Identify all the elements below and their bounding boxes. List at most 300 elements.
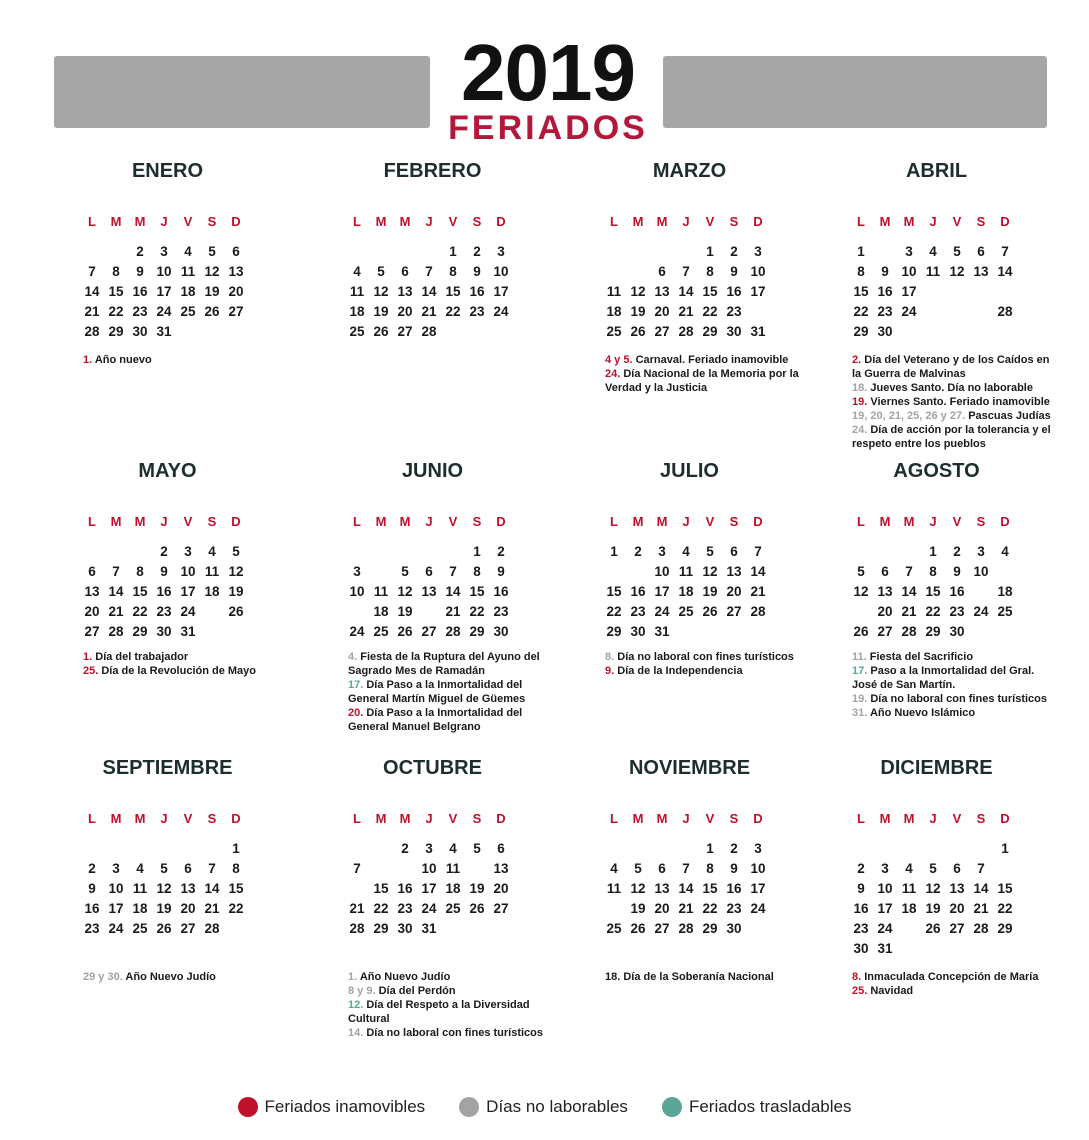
day: 23	[877, 304, 893, 319]
day: 16	[397, 881, 413, 896]
day: 9	[136, 264, 144, 279]
day: 2	[730, 244, 738, 259]
weekday-label: D	[1000, 811, 1010, 826]
day: 27	[228, 304, 244, 319]
day: 9	[730, 264, 738, 279]
day: 15	[132, 584, 148, 599]
day: 26	[469, 901, 485, 916]
day: 24	[493, 304, 509, 319]
header-bar-left	[54, 56, 430, 128]
month-octubre	[345, 752, 544, 1052]
weekday-label: L	[857, 811, 865, 826]
day: 25	[606, 921, 622, 936]
note-date: 31.	[852, 707, 868, 719]
day: 12	[853, 584, 869, 599]
note-date: 18.	[852, 382, 868, 394]
note-text: Año Nuevo Judío	[359, 971, 451, 983]
day: 6	[881, 564, 889, 579]
day: 15	[702, 284, 718, 299]
day: 21	[84, 304, 100, 319]
holiday-note	[348, 706, 553, 734]
day: 14	[445, 584, 461, 599]
holiday-day-teal: 17	[969, 582, 993, 602]
day: 11	[606, 881, 622, 896]
day: 8	[112, 264, 120, 279]
day: 17	[750, 881, 766, 896]
day: 4	[905, 861, 913, 876]
day: 18	[373, 604, 389, 619]
day: 15	[373, 881, 389, 896]
day: 21	[750, 584, 766, 599]
day: 13	[421, 584, 437, 599]
note-date: 1.	[348, 971, 358, 983]
holiday-day-gray: 20	[969, 282, 993, 302]
holiday-day-red: 25	[200, 602, 224, 622]
holiday-day-gray: 19	[849, 602, 873, 622]
day: 9	[160, 564, 168, 579]
holiday-day-gray: 14	[345, 879, 369, 899]
day: 7	[682, 264, 690, 279]
day: 8	[706, 861, 714, 876]
day: 31	[421, 921, 437, 936]
day: 13	[949, 881, 965, 896]
day: 28	[349, 921, 365, 936]
note-date: 19.	[852, 396, 868, 408]
weekday-label: V	[183, 514, 193, 529]
note-text: Día del Respeto a la Diversidad Cultural	[348, 999, 530, 1025]
day: 28	[901, 624, 917, 639]
note-date: 18.	[605, 971, 621, 983]
day: 28	[678, 324, 694, 339]
day: 6	[497, 841, 505, 856]
day: 2	[401, 841, 409, 856]
holiday-day-red: 2	[873, 242, 897, 262]
day: 2	[160, 544, 168, 559]
weekday-label: M	[879, 514, 891, 529]
day: 6	[232, 244, 240, 259]
day: 25	[445, 901, 461, 916]
day: 26	[397, 624, 413, 639]
day: 11	[678, 564, 694, 579]
holiday-note	[83, 664, 288, 678]
weekday-label: S	[472, 214, 482, 229]
weekday-label: D	[1000, 514, 1010, 529]
note-text: Día Paso a la Inmortalidad del General Manuel Belgrano	[348, 707, 523, 733]
weekday-label: V	[952, 214, 962, 229]
day: 23	[726, 304, 742, 319]
day: 19	[630, 901, 646, 916]
month-notes	[83, 353, 288, 367]
day: 16	[493, 584, 509, 599]
day: 10	[156, 264, 172, 279]
day: 19	[204, 284, 220, 299]
day: 29	[925, 624, 941, 639]
day: 5	[953, 244, 961, 259]
note-date: 8 y 9.	[348, 985, 376, 997]
month-marzo	[602, 155, 799, 455]
day: 13	[180, 881, 196, 896]
weekday-label: L	[353, 514, 361, 529]
day: 12	[204, 264, 220, 279]
day: 18	[606, 304, 622, 319]
weekday-label: M	[632, 514, 644, 529]
day: 31	[180, 624, 196, 639]
month-notes	[605, 970, 810, 984]
holiday-day-gray: 26	[945, 302, 969, 322]
weekday-label: L	[353, 811, 361, 826]
holiday-day-red: 1	[104, 242, 128, 262]
weekday-label: L	[857, 514, 865, 529]
day: 11	[925, 264, 941, 279]
legend-dot-icon	[238, 1097, 258, 1117]
day: 18	[180, 284, 196, 299]
weekday-label: L	[610, 811, 618, 826]
weekday-label: J	[425, 214, 433, 229]
weekday-label: J	[425, 514, 433, 529]
day: 1	[1001, 841, 1009, 856]
weekday-label: M	[399, 811, 411, 826]
day: 16	[156, 584, 172, 599]
day: 4	[1001, 544, 1009, 559]
day: 16	[630, 584, 646, 599]
month-agosto	[849, 455, 1048, 755]
day: 31	[156, 324, 172, 339]
day: 7	[449, 564, 457, 579]
weekday-label: J	[682, 514, 690, 529]
weekday-label: V	[448, 514, 458, 529]
day: 31	[654, 624, 670, 639]
day: 5	[706, 544, 714, 559]
day: 19	[925, 901, 941, 916]
weekday-label: L	[610, 214, 618, 229]
weekday-label: S	[472, 811, 482, 826]
day: 10	[877, 881, 893, 896]
note-text: Año Nuevo Judío	[125, 971, 216, 983]
note-date: 4.	[348, 651, 358, 663]
day: 19	[156, 901, 172, 916]
day: 28	[973, 921, 989, 936]
day: 26	[204, 304, 220, 319]
day: 15	[702, 881, 718, 896]
day: 17	[750, 284, 766, 299]
holiday-day-red: 19	[945, 282, 969, 302]
day: 7	[88, 264, 96, 279]
day: 2	[953, 544, 961, 559]
day: 6	[88, 564, 96, 579]
day: 12	[925, 881, 941, 896]
day: 17	[654, 584, 670, 599]
note-date: 1.	[83, 651, 93, 663]
day: 9	[881, 264, 889, 279]
day: 2	[497, 544, 505, 559]
note-date: 24.	[852, 424, 868, 436]
weekday-label: D	[231, 811, 241, 826]
day: 24	[108, 921, 124, 936]
holiday-note	[852, 706, 1057, 720]
month-notes	[83, 650, 288, 678]
legend-dot-icon	[662, 1097, 682, 1117]
day: 28	[204, 921, 220, 936]
day: 6	[730, 544, 738, 559]
note-date: 14.	[348, 1027, 364, 1039]
day: 16	[469, 284, 485, 299]
day: 17	[156, 284, 172, 299]
day: 14	[108, 584, 124, 599]
day: 27	[180, 921, 196, 936]
note-date: 1.	[83, 354, 93, 366]
holiday-day-gray: 30	[80, 939, 104, 959]
day: 14	[973, 881, 989, 896]
day: 20	[949, 901, 965, 916]
day: 26	[702, 604, 718, 619]
day: 1	[232, 841, 240, 856]
day: 16	[84, 901, 100, 916]
note-text: Día del Veterano y de los Caídos en la Guerra de Malvinas	[852, 354, 1050, 380]
day: 14	[421, 284, 437, 299]
day: 6	[953, 861, 961, 876]
day: 24	[750, 901, 766, 916]
note-date: 17.	[852, 665, 868, 677]
holiday-note	[852, 650, 1057, 664]
day: 14	[678, 284, 694, 299]
day: 29	[108, 324, 124, 339]
day: 10	[750, 861, 766, 876]
day: 1	[929, 544, 937, 559]
weekday-label: S	[207, 514, 217, 529]
weekday-label: M	[399, 214, 411, 229]
day: 19	[702, 584, 718, 599]
day: 4	[610, 861, 618, 876]
holiday-note	[83, 650, 288, 664]
note-date: 9.	[605, 665, 615, 677]
legend-item-gray	[459, 1097, 628, 1117]
day: 21	[678, 304, 694, 319]
day: 6	[184, 861, 192, 876]
day: 22	[702, 304, 718, 319]
day: 23	[469, 304, 485, 319]
day: 9	[857, 881, 865, 896]
month-diciembre	[849, 752, 1039, 1052]
day: 30	[853, 941, 869, 956]
day: 24	[349, 624, 365, 639]
weekday-label: J	[425, 811, 433, 826]
day: 18	[678, 584, 694, 599]
weekday-label: M	[656, 514, 668, 529]
weekday-label: L	[857, 214, 865, 229]
day: 18	[204, 584, 220, 599]
day: 2	[473, 244, 481, 259]
day: 29	[997, 921, 1013, 936]
day: 3	[754, 841, 762, 856]
holiday-note	[605, 650, 810, 664]
weekday-label: S	[729, 514, 739, 529]
month-notes	[852, 650, 1057, 720]
month-septiembre	[80, 752, 255, 1052]
weekday-label: S	[976, 514, 986, 529]
day: 11	[180, 264, 196, 279]
day: 22	[108, 304, 124, 319]
day: 25	[997, 604, 1013, 619]
holiday-day-gray: 18	[921, 282, 945, 302]
day: 22	[373, 901, 389, 916]
day: 3	[160, 244, 168, 259]
holiday-note	[852, 664, 1057, 692]
day: 1	[857, 244, 865, 259]
note-date: 12.	[348, 999, 364, 1011]
day: 13	[397, 284, 413, 299]
day: 5	[473, 841, 481, 856]
note-text: Año Nuevo Islámico	[869, 707, 976, 719]
day: 29	[702, 921, 718, 936]
weekday-label: D	[496, 811, 506, 826]
day: 3	[353, 564, 361, 579]
weekday-label: M	[110, 514, 122, 529]
day: 19	[469, 881, 485, 896]
holiday-day-red: 8	[993, 859, 1017, 879]
month-title: ABRIL	[905, 160, 968, 182]
month-noviembre	[602, 752, 777, 1052]
day: 2	[136, 244, 144, 259]
day: 21	[204, 901, 220, 916]
holiday-day-red: 20	[417, 602, 441, 622]
day: 28	[750, 604, 766, 619]
month-notes	[83, 970, 288, 984]
day: 16	[853, 901, 869, 916]
holiday-note	[348, 984, 553, 998]
day: 12	[949, 264, 965, 279]
holiday-day-gray: 29	[224, 919, 248, 939]
day: 30	[877, 324, 893, 339]
legend-item-red	[238, 1097, 426, 1117]
day: 4	[682, 544, 690, 559]
day: 23	[630, 604, 646, 619]
day: 25	[180, 304, 196, 319]
day: 9	[953, 564, 961, 579]
weekday-label: S	[207, 214, 217, 229]
day: 22	[997, 901, 1013, 916]
weekday-label: D	[231, 214, 241, 229]
day: 23	[397, 901, 413, 916]
weekday-label: D	[753, 214, 763, 229]
day: 6	[401, 264, 409, 279]
month-title: MAYO	[138, 460, 197, 482]
month-notes	[852, 353, 1057, 451]
day: 21	[445, 604, 461, 619]
day: 2	[730, 841, 738, 856]
day: 21	[973, 901, 989, 916]
day: 29	[373, 921, 389, 936]
weekday-label: M	[375, 214, 387, 229]
holiday-day-gray: 9	[393, 859, 417, 879]
day: 28	[678, 921, 694, 936]
day: 27	[84, 624, 100, 639]
note-text: Inmaculada Concepción de María	[864, 971, 1039, 983]
holiday-day-red: 25	[897, 919, 921, 939]
weekday-label: V	[448, 214, 458, 229]
day: 25	[132, 921, 148, 936]
month-mayo	[80, 455, 255, 755]
day: 22	[702, 901, 718, 916]
subtitle: FERIADOS	[448, 109, 648, 147]
day: 10	[901, 264, 917, 279]
day: 10	[108, 881, 124, 896]
day: 3	[497, 244, 505, 259]
day: 18	[445, 881, 461, 896]
day: 4	[208, 544, 216, 559]
note-date: 24.	[605, 368, 621, 380]
day: 29	[853, 324, 869, 339]
day: 19	[373, 304, 389, 319]
day: 14	[997, 264, 1013, 279]
day: 12	[630, 881, 646, 896]
weekday-label: L	[88, 811, 96, 826]
day: 1	[473, 544, 481, 559]
weekday-label: V	[705, 811, 715, 826]
day: 23	[84, 921, 100, 936]
holiday-day-teal: 18	[602, 899, 626, 919]
day: 20	[654, 304, 670, 319]
day: 20	[397, 304, 413, 319]
day: 1	[449, 244, 457, 259]
note-text: Día de la Revolución de Mayo	[101, 665, 257, 677]
day: 14	[204, 881, 220, 896]
header-bar-right	[663, 56, 1047, 128]
day: 17	[877, 901, 893, 916]
day: 17	[493, 284, 509, 299]
holiday-day-gray: 4	[369, 562, 393, 582]
holiday-note	[83, 353, 288, 367]
month-julio	[602, 455, 794, 755]
day: 2	[88, 861, 96, 876]
day: 4	[136, 861, 144, 876]
weekday-label: M	[879, 214, 891, 229]
day: 7	[425, 264, 433, 279]
month-title: JULIO	[660, 460, 719, 482]
day: 5	[208, 244, 216, 259]
day: 1	[706, 841, 714, 856]
holiday-day-gray: 21	[993, 282, 1017, 302]
legend-label: Días no laborables	[486, 1097, 628, 1116]
day: 20	[493, 881, 509, 896]
holiday-note	[852, 692, 1057, 706]
day: 25	[606, 324, 622, 339]
holiday-note	[605, 367, 810, 395]
weekday-label: S	[976, 214, 986, 229]
day: 26	[853, 624, 869, 639]
day: 30	[493, 624, 509, 639]
day: 7	[112, 564, 120, 579]
day: 18	[349, 304, 365, 319]
day: 26	[630, 324, 646, 339]
month-junio	[345, 455, 540, 755]
day: 11	[373, 584, 389, 599]
weekday-label: V	[952, 514, 962, 529]
day: 19	[397, 604, 413, 619]
day: 15	[108, 284, 124, 299]
note-text: Pascuas Judías	[968, 410, 1051, 422]
legend-item-teal	[662, 1097, 852, 1117]
day: 15	[925, 584, 941, 599]
day: 24	[877, 921, 893, 936]
day: 30	[630, 624, 646, 639]
day: 10	[421, 861, 437, 876]
holiday-day-red: 4	[602, 262, 626, 282]
weekday-label: M	[134, 811, 146, 826]
day: 20	[180, 901, 196, 916]
day: 3	[881, 861, 889, 876]
day: 14	[84, 284, 100, 299]
note-text: Día del Perdón	[378, 985, 456, 997]
